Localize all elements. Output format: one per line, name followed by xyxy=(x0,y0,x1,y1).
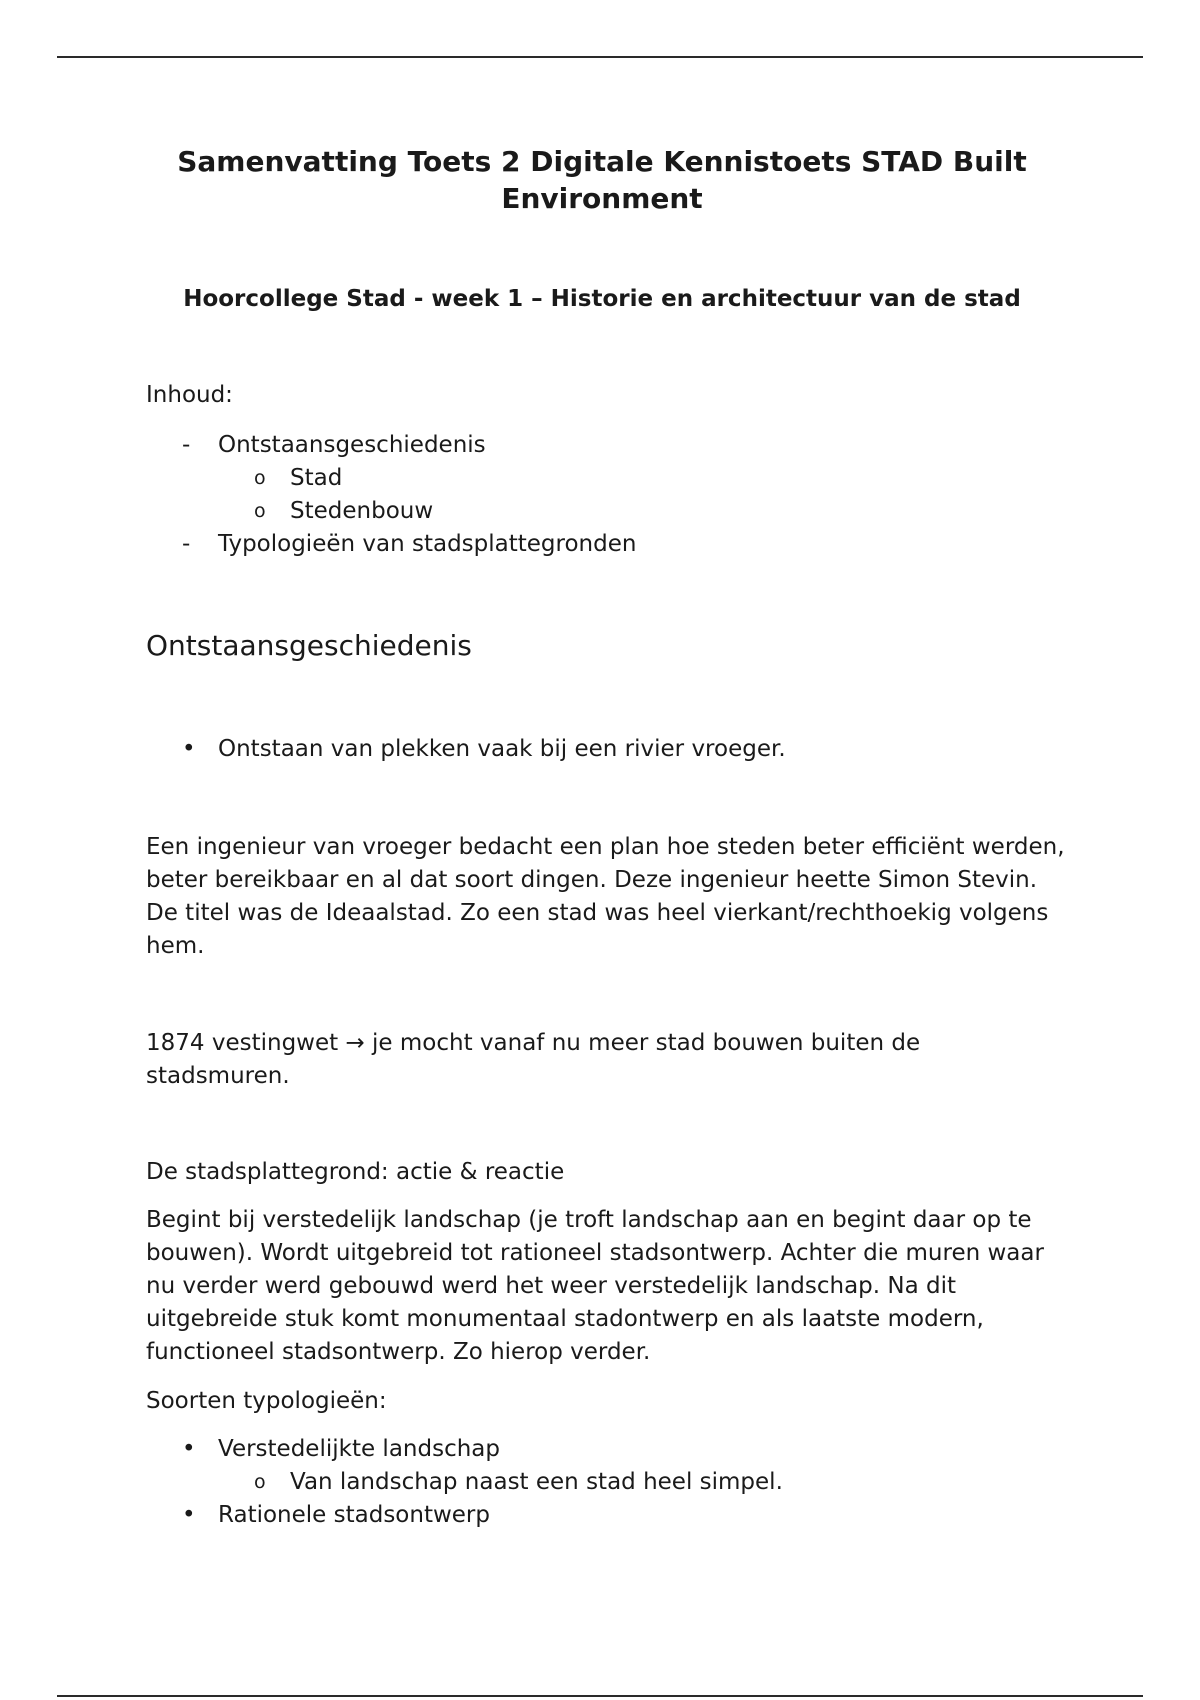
stadsplattegrond-label: De stadsplattegrond: actie & reactie xyxy=(146,1159,565,1185)
circle-marker: o xyxy=(254,1471,266,1493)
contents-subitem xyxy=(146,495,1066,528)
contents-item xyxy=(146,429,1066,462)
contents-subitem-label: Stedenbouw xyxy=(290,498,434,524)
paragraph-stadsplattegrond: Begint bij verstedelijk landschap (je troft landschap aan en begint daar op te bouwen). Wordt uitgebreid tot rationeel stadsontwerp. Achter die muren waar nu verder werd gebouwd werd het weer verstedelijk landschap. Na dit uitgebreide stuk komt monumentaal stadontwerp en als laatste modern, functioneel stadsontwerp. Zo hierop verder. xyxy=(146,1207,1044,1365)
contents-list xyxy=(146,429,1066,561)
bullet-marker: • xyxy=(182,736,196,762)
bottom-rule xyxy=(57,1695,1143,1697)
contents-item xyxy=(146,528,1066,561)
top-rule xyxy=(57,56,1143,58)
paragraph-vestingwet: 1874 vestingwet → je mocht vanaf nu meer stad bouwen buiten de stadsmuren. xyxy=(146,1030,921,1089)
circle-marker: o xyxy=(254,500,266,522)
typologies-label: Soorten typologieën: xyxy=(146,1388,387,1414)
typology-item-label: Verstedelijkte landschap xyxy=(218,1436,500,1462)
document-title: Samenvatting Toets 2 Digitale Kennistoets STAD Built Environment xyxy=(177,145,1027,215)
bullet-marker: • xyxy=(182,1502,196,1528)
dash-marker: - xyxy=(182,531,191,557)
lecture-title: Hoorcollege Stad - week 1 – Historie en architectuur van de stad xyxy=(183,286,1021,312)
contents-subitem xyxy=(146,462,1066,495)
bullet-list xyxy=(146,733,1066,766)
bullet-item xyxy=(146,733,1066,766)
section-heading: Ontstaansgeschiedenis xyxy=(146,629,472,662)
paragraph-ideaalstad: Een ingenieur van vroeger bedacht een plan hoe steden beter efficiënt werden, beter bereikbaar en al dat soort dingen. Deze ingenieur heette Simon Stevin. De titel was de Ideaalstad. Zo een stad was heel vierkant/rechthoekig volgens hem. xyxy=(146,834,1065,959)
circle-marker: o xyxy=(254,467,266,489)
dash-marker: - xyxy=(182,432,191,458)
contents-item-label: Ontstaansgeschiedenis xyxy=(218,432,486,458)
typology-subitem xyxy=(146,1466,1066,1499)
bullet-item-text: Ontstaan van plekken vaak bij een rivier vroeger. xyxy=(218,736,786,762)
contents-subitem-label: Stad xyxy=(290,465,343,491)
typology-item xyxy=(146,1433,1066,1466)
typologies-list xyxy=(146,1433,1066,1532)
typology-item xyxy=(146,1499,1066,1532)
typology-item-label: Rationele stadsontwerp xyxy=(218,1502,490,1528)
contents-item-label: Typologieën van stadsplattegronden xyxy=(218,531,637,557)
bullet-marker: • xyxy=(182,1436,196,1462)
contents-label: Inhoud: xyxy=(146,382,233,408)
typology-subitem-label: Van landschap naast een stad heel simpel. xyxy=(290,1469,783,1495)
